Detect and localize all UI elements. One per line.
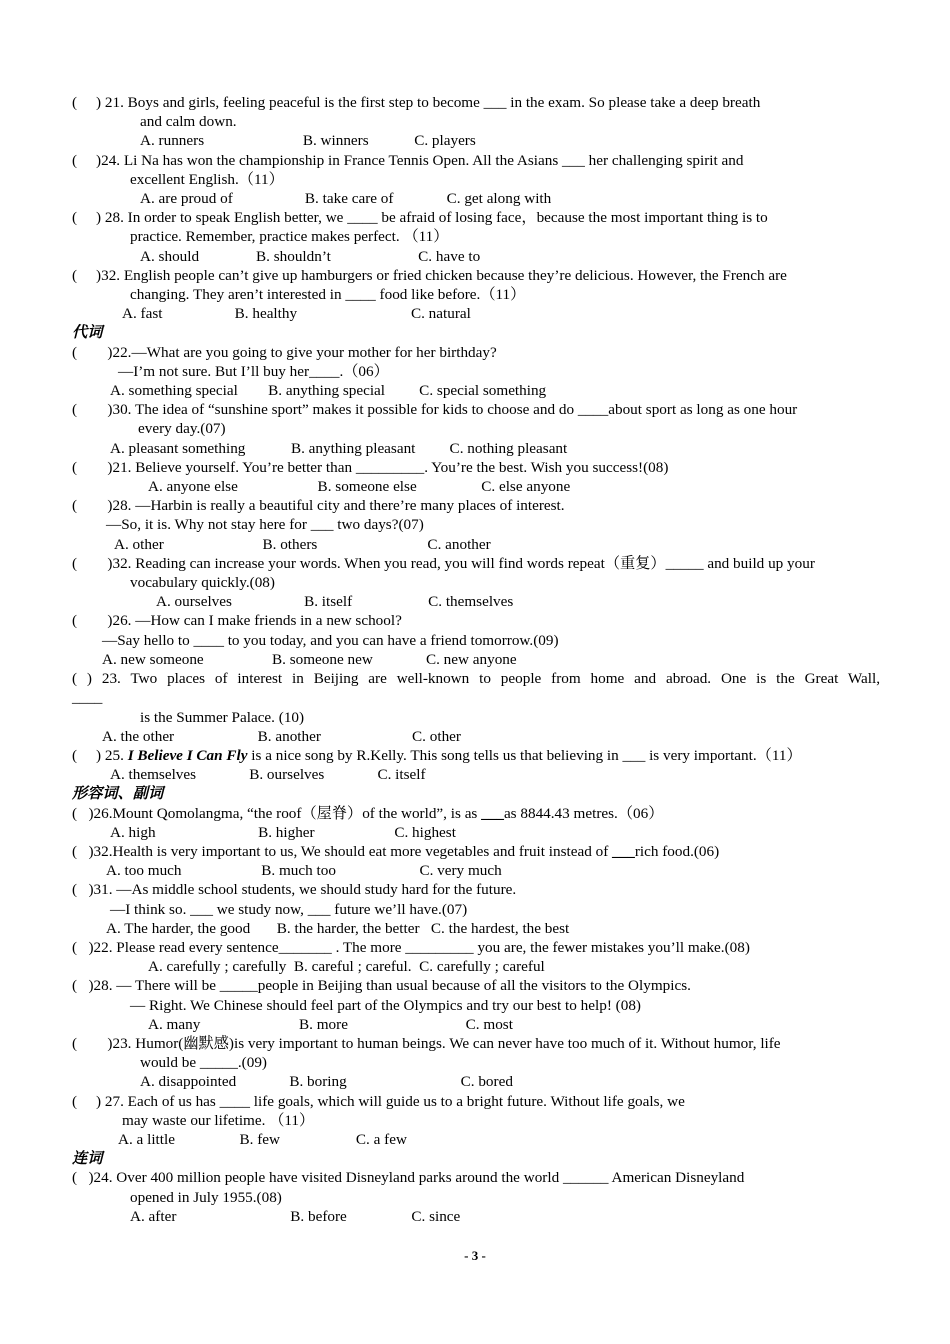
line-text: vocabulary quickly.(08) [130, 574, 275, 592]
text-line [72, 823, 880, 842]
text-line [72, 611, 880, 630]
line-text: A. something special B. anything special C. special something [110, 382, 547, 400]
line-text: A. pleasant something B. anything pleasant C. nothing pleasant [110, 439, 568, 457]
line-text: A. new someone B. someone new C. new anyone [102, 650, 517, 668]
line-text: may waste our lifetime. （11） [122, 1111, 315, 1129]
line-text: ( )30. The idea of “sunshine sport” makes it possible for kids to choose and do ____about sport as long as one hour [72, 401, 798, 419]
text-line [72, 227, 880, 246]
line-text: A. many B. more C. most [148, 1015, 513, 1033]
text-line [72, 708, 880, 727]
text-line [72, 1168, 880, 1187]
text-line [72, 592, 880, 611]
line-text: excellent English.（11） [130, 170, 284, 188]
line-text: ( ) 21. Boys and girls, feeling peaceful is the first step to become ___ in the exam. So please take a deep breath [72, 94, 761, 111]
text-line [72, 1092, 880, 1111]
line-text: A. are proud of B. take care of C. get along with [140, 190, 552, 208]
line-text: A. themselves B. ourselves C. itself [110, 766, 426, 784]
text-line [72, 1053, 880, 1072]
text-line [72, 688, 880, 707]
line-text-rest: is a nice song by R.Kelly. This song tells us that believing in ___ is very important.（11） [247, 746, 802, 764]
text-line [72, 496, 880, 515]
text-line [72, 1015, 880, 1034]
exercise-list [72, 93, 880, 1226]
line-text: A. ourselves B. itself C. themselves [156, 593, 514, 611]
text-line [72, 304, 880, 323]
text-line [72, 804, 880, 823]
line-text: changing. They aren’t interested in ____ food like before.（11） [130, 286, 526, 304]
line-text: ( )26. —How can I make friends in a new school? [72, 612, 402, 630]
line-text: practice. Remember, practice makes perfect. （11） [130, 228, 449, 246]
text-line [72, 112, 880, 131]
line-text: A. other B. others C. another [114, 535, 491, 553]
line-text: A. fast B. healthy C. natural [122, 305, 471, 323]
text-line [72, 1188, 880, 1207]
text-line [72, 1207, 880, 1226]
text-line [72, 131, 880, 150]
line-text: ( )22. Please read every sentence_______ . The more _________ you are, the fewer mistakes you’ll make.(08) [72, 938, 750, 956]
text-line [72, 880, 880, 899]
text-line [72, 477, 880, 496]
text-line [72, 247, 880, 266]
text-line [72, 842, 880, 861]
text-line [72, 573, 880, 592]
text-line [72, 515, 880, 534]
line-text: —I’m not sure. But I’ll buy her____.（06） [118, 362, 389, 380]
text-line [72, 650, 880, 669]
text-line [72, 1034, 880, 1053]
line-text: opened in July 1955.(08) [130, 1188, 282, 1206]
line-text: A. runners B. winners C. players [140, 132, 476, 150]
line-text: is the Summer Palace. (10) [140, 708, 305, 726]
line-text: ____ [72, 689, 103, 707]
line-text: A. a little B. few C. a few [118, 1130, 407, 1148]
text-line [72, 362, 880, 381]
text-line [72, 976, 880, 995]
text-line [72, 285, 880, 304]
line-text: ( )28. — There will be _____people in Beijing than usual because of all the visitors to the Olympics. [72, 977, 691, 995]
line-text: —So, it is. Why not stay here for ___ two days?(07) [106, 516, 424, 534]
text-line [72, 400, 880, 419]
text-line [72, 170, 880, 189]
text-line [72, 381, 880, 400]
line-text: A. carefully ; carefully B. careful ; careful. C. carefully ; careful [148, 958, 545, 976]
text-line [72, 208, 880, 227]
text-line [72, 669, 880, 688]
line-text: A. should B. shouldn’t C. have to [140, 247, 481, 265]
line-text: ( )21. Believe yourself. You’re better than _________. You’re the best. Wish you success!(08) [72, 458, 669, 476]
line-text: A. the other B. another C. other [102, 727, 461, 745]
text-line [72, 919, 880, 938]
page-number: - 3 - [464, 1248, 486, 1263]
section-heading [72, 323, 880, 342]
text-line [72, 631, 880, 650]
text-line [72, 266, 880, 285]
line-text: —I think so. ___ we study now, ___ future we’ll have.(07) [110, 900, 468, 918]
answer-blank: ___ [481, 804, 504, 822]
line-text: A. disappointed B. boring C. bored [140, 1073, 513, 1091]
text-line [72, 996, 880, 1015]
line-text-rest: rich food.(06) [634, 842, 720, 860]
line-text: ( )22.—What are you going to give your mother for her birthday? [72, 343, 497, 361]
line-text: ( ) 25. [72, 746, 128, 764]
line-text: 形容词、副词 [72, 785, 164, 803]
line-text: A. after B. before C. since [130, 1207, 461, 1225]
text-line [72, 1072, 880, 1091]
line-text: A. The harder, the good B. the harder, the better C. the hardest, the best [106, 919, 570, 937]
line-text: ( )23. Humor(幽默感)is very important to human beings. We can never have too much of it. Without humor, life [72, 1034, 781, 1052]
text-line [72, 957, 880, 976]
line-text: every day.(07) [138, 420, 226, 438]
line-text: ( )24. Li Na has won the championship in France Tennis Open. All the Asians ___ her challenging spirit and [72, 151, 744, 169]
line-text: A. too much B. much too C. very much [106, 862, 502, 880]
line-text: ( )32.Health is very important to us, We should eat more vegetables and fruit instead of [72, 842, 613, 860]
text-line [72, 746, 880, 765]
text-line [72, 938, 880, 957]
text-line [72, 93, 880, 112]
line-text: ( )32. Reading can increase your words. When you read, you will find words repeat（重复）_____ and build up your [72, 554, 815, 572]
line-text: 代词 [72, 324, 103, 342]
line-text: ( )31. —As middle school students, we should study hard for the future. [72, 881, 517, 899]
line-text: ( )24. Over 400 million people have visited Disneyland parks around the world ______ American Disneyland [72, 1169, 745, 1187]
line-text: ( ) 28. In order to speak English better, we ____ be afraid of losing face，because the most important thing is to [72, 209, 768, 227]
line-text-rest: as 8844.43 metres.（06） [503, 804, 664, 822]
text-line [72, 727, 880, 746]
line-text: would be _____.(09) [140, 1054, 267, 1072]
line-text: A. high B. higher C. highest [110, 823, 456, 841]
text-line [72, 765, 880, 784]
line-text: A. anyone else B. someone else C. else anyone [148, 478, 571, 496]
line-text: ( ) 27. Each of us has ____ life goals, which will guide us to a bright future. Without life goals, we [72, 1092, 685, 1110]
line-text: ( )28. —Harbin is really a beautiful city and there’re many places of interest. [72, 497, 565, 515]
text-line [72, 900, 880, 919]
song-title: I Believe I Can Fly [127, 746, 248, 764]
line-text: — Right. We Chinese should feel part of the Olympics and try our best to help! (08) [130, 996, 641, 1014]
line-text: ( ) 23. Two places of interest in Beijing are well-known to people from home and abroad. One is the Great Wall, [72, 670, 880, 688]
line-text: and calm down. [140, 113, 237, 131]
text-line [72, 189, 880, 208]
answer-blank: ___ [612, 842, 635, 860]
text-line [72, 439, 880, 458]
text-line [72, 554, 880, 573]
text-line [72, 419, 880, 438]
text-line [72, 151, 880, 170]
text-line [72, 1130, 880, 1149]
line-text: ( )26.Mount Qomolangma, “the roof（屋脊）of the world”, is as [72, 804, 482, 822]
line-text: 连词 [72, 1150, 103, 1168]
line-text: —Say hello to ____ to you today, and you can have a friend tomorrow.(09) [102, 631, 559, 649]
text-line [72, 535, 880, 554]
text-line [72, 343, 880, 362]
text-line [72, 861, 880, 880]
text-line [72, 458, 880, 477]
section-heading [72, 1149, 880, 1168]
line-text: ( )32. English people can’t give up hamburgers or fried chicken because they’re delicious. However, the French are [72, 266, 787, 284]
section-heading [72, 784, 880, 803]
text-line [72, 1111, 880, 1130]
